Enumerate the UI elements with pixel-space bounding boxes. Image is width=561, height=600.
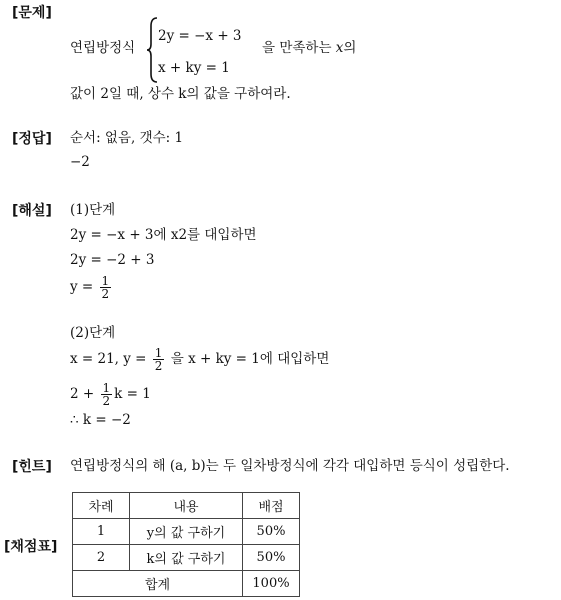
table-row [73,545,300,571]
problem-lead: 연립방정식 [70,40,136,56]
step-1-line-2: 2y = −2 + 3 [70,252,155,268]
step-2-line-2: 2 + $\frac{1}{2}$ k = 1 [70,381,151,408]
rubric-label: [채점표] [4,539,58,555]
answer-meta: 순서: 없음, 갯수: 1 [70,130,184,146]
step-2-line-1: x = 21, y = $\frac{1}{2}$ 을 x + ky = 1에 대입하면 [70,346,330,373]
table-header-row [73,493,300,519]
table-cell: 50% [243,519,300,545]
fraction-one-half: $\frac{1}{2}$ [102,381,111,408]
system-equation-2: x + ky = 1 [158,60,230,76]
step-1-line-1: 2y = −x + 3에 x2를 대입하면 [70,227,257,243]
header-cell-content: 내용 [130,493,243,519]
answer-label: [정답] [12,131,52,147]
fraction-one-half: $\frac{1}{2}$ [154,346,163,373]
total-value-cell: 100% [243,571,300,597]
step-1-title: (1)단계 [70,202,116,218]
answer-value: −2 [70,154,90,170]
header-cell-order: 차례 [73,493,130,519]
step-2-line-3: ∴ k = −2 [70,412,131,428]
rubric-table [72,492,300,597]
solution-label: [해설] [12,203,52,219]
table-cell: 1 [73,519,130,545]
problem-tail: 을 만족하는 x의 [262,40,357,56]
total-label-cell: 합계 [73,571,243,597]
hint-label: [힌트] [12,459,52,475]
left-brace-icon [145,16,159,84]
step-2-title: (2)단계 [70,325,116,341]
header-cell-score: 배점 [243,493,300,519]
table-cell: 2 [73,545,130,571]
table-cell: k의 값 구하기 [130,545,243,571]
hint-text: 연립방정식의 해 (a, b)는 두 일차방정식에 각각 대입하면 등식이 성립한다. [70,458,510,474]
table-total-row [73,571,300,597]
table-cell: 50% [243,545,300,571]
step-1-line-3: y = $\frac{1}{2}$ [70,274,110,301]
fraction-one-half: $\frac{1}{2}$ [101,274,110,301]
system-equation-1: 2y = −x + 3 [158,28,242,44]
table-cell: y의 값 구하기 [130,519,243,545]
problem-label: [문제] [12,5,52,21]
table-row [73,519,300,545]
problem-line-2: 값이 2일 때, 상수 k의 값을 구하여라. [70,86,291,102]
